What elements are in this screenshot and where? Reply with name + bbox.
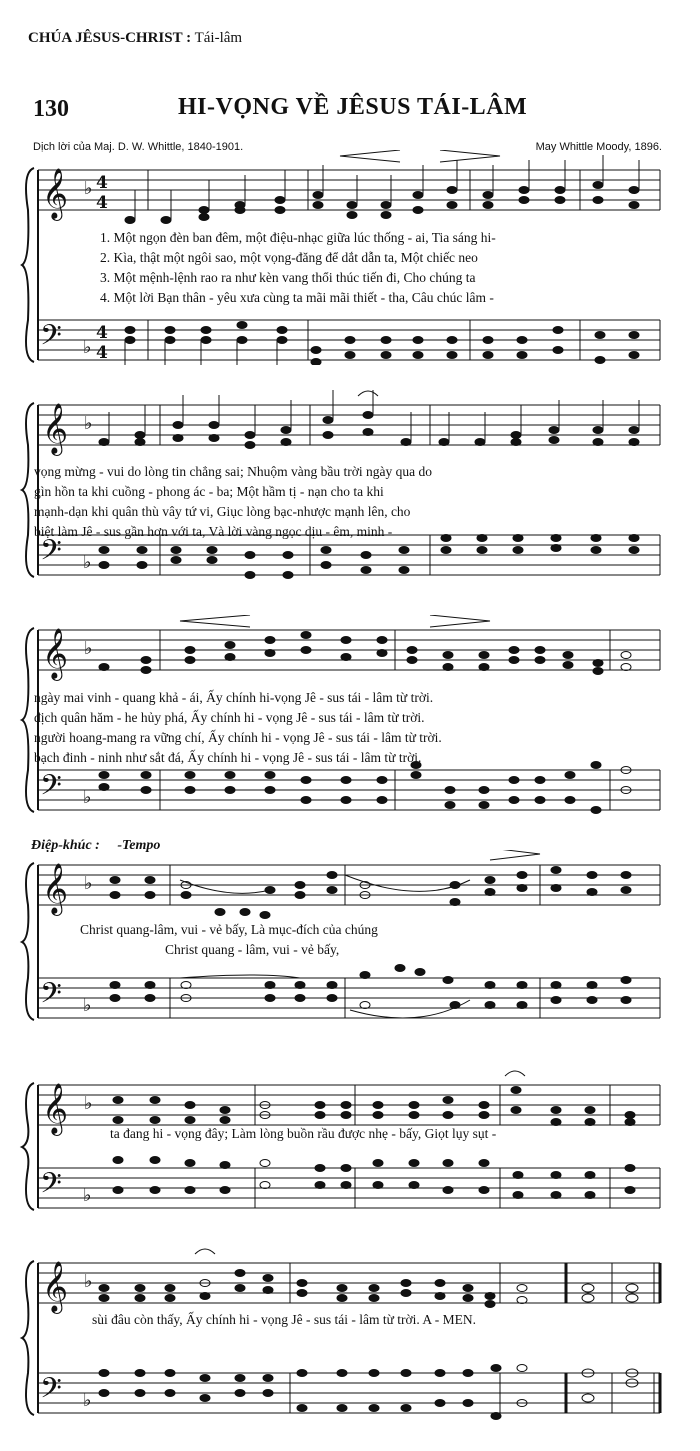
refrain-label-text: Điệp-khúc : — [31, 838, 100, 853]
verse-3-line: 3. Một mệnh-lệnh rao ra như kèn vang thổi thúc tiến đi, Cho chúng ta — [100, 270, 476, 285]
svg-text:♭: ♭ — [84, 1093, 93, 1114]
svg-text:𝄞: 𝄞 — [42, 1261, 69, 1312]
section-header-rest: Tái-lâm — [194, 30, 243, 46]
svg-text:4: 4 — [96, 323, 108, 343]
svg-text:𝄞: 𝄞 — [42, 628, 69, 679]
refrain-line-2: ta đang hi - vọng đây; Làm lòng buồn rầu được nhẹ - bấy, Giọt lụy sụt - — [110, 1126, 497, 1141]
svg-text:4: 4 — [96, 173, 108, 193]
svg-text:♭: ♭ — [83, 552, 92, 573]
verse-3-line: mạnh-dạn khi quân thù vây tứ vi, Giục lòng bạc-nhược mạnh lên, cho — [34, 504, 411, 519]
verse-1-line: vọng mừng - vui do lòng tin chẳng sai; Nhuộm vàng bầu trời ngày qua do — [34, 464, 433, 479]
verse-4-line: bạch đinh - ninh như sắt đá, Ấy chính hi - vọng Jê - sus tái - lâm từ trời. — [34, 750, 422, 765]
refrain-line-3: sùi đâu còn thấy, Ấy chính hi - vọng Jê - sus tái - lâm từ trời. A - MEN. — [92, 1312, 477, 1327]
svg-text:♭: ♭ — [84, 873, 93, 894]
translator-credit: Dịch lời của Maj. D. W. Whittle, 1840-1901. — [33, 141, 244, 153]
svg-text:𝄞: 𝄞 — [42, 168, 69, 219]
svg-text:4: 4 — [96, 343, 108, 363]
verses-system-2 — [34, 462, 655, 542]
tempo-marking: -Tempo — [117, 838, 161, 853]
verse-2-line: gìn hồn ta khi cuồng - phong ác - ba; Một hầm tị - nạn cho ta khi — [34, 484, 384, 499]
svg-text:♭: ♭ — [84, 178, 93, 199]
verses-system-1 — [100, 228, 655, 308]
hymn-number: 130 — [33, 96, 69, 122]
svg-text:♭: ♭ — [83, 787, 92, 808]
hymn-title: HI-VỌNG VỀ JÊSUS TÁI-LÂM — [178, 94, 528, 120]
music-system-6 — [0, 1248, 700, 1448]
verse-4-line: biệt làm Jê - sus gần hơn với ta, Và lời vàng ngọc dịu - êm, minh - — [34, 524, 393, 539]
svg-text:♭: ♭ — [84, 1271, 93, 1292]
svg-text:𝄢: 𝄢 — [40, 977, 62, 1017]
verse-2-line: địch quân hăm - he hủy phá, Ấy chính hi - vọng Jê - sus tái - lâm từ trời. — [34, 710, 425, 725]
svg-text:𝄢: 𝄢 — [40, 1167, 62, 1207]
svg-text:𝄞: 𝄞 — [42, 403, 69, 454]
music-system-5 — [0, 1070, 700, 1220]
refrain-line-1-echo: Christ quang - lâm, vui - vẻ bấy, — [165, 942, 340, 957]
svg-text:♭: ♭ — [84, 413, 93, 434]
section-header — [28, 30, 242, 47]
svg-text:4: 4 — [96, 193, 108, 213]
verse-1-line: ngày mai vinh - quang khả - ái, Ấy chính hi-vọng Jê - sus tái - lâm từ trời. — [34, 690, 434, 705]
section-header-bold: CHÚA JÊSUS-CHRIST : — [28, 30, 192, 46]
svg-text:♭: ♭ — [84, 638, 93, 659]
svg-text:♭: ♭ — [83, 995, 92, 1016]
svg-text:𝄞: 𝄞 — [42, 863, 69, 914]
svg-text:𝄢: 𝄢 — [40, 319, 62, 359]
refrain-line-1: Christ quang-lâm, vui - vẻ bấy, Là mục-đích của chúng — [80, 922, 378, 937]
svg-text:♭: ♭ — [83, 337, 92, 358]
verses-system-3 — [34, 688, 655, 768]
svg-text:𝄢: 𝄢 — [40, 769, 62, 809]
verse-2-line: 2. Kìa, thật một ngôi sao, một vọng-đăng để dắt dẫn ta, Một chiếc neo — [100, 250, 478, 265]
composer-credit: May Whittle Moody, 1896. — [535, 141, 662, 153]
svg-text:𝄢: 𝄢 — [40, 534, 62, 574]
svg-text:♭: ♭ — [83, 1185, 92, 1206]
svg-text:𝄞: 𝄞 — [42, 1083, 69, 1134]
svg-text:𝄢: 𝄢 — [40, 1372, 62, 1412]
svg-text:♭: ♭ — [83, 1390, 92, 1411]
verse-1-line: 1. Một ngọn đèn ban đêm, một điệu-nhạc giữa lúc thống - ai, Tia sáng hi- — [100, 230, 496, 245]
verse-4-line: 4. Một lời Bạn thân - yêu xưa cùng ta mãi mãi thiết - tha, Câu chúc lâm - — [100, 290, 494, 305]
verse-3-line: người hoang-mang ra vững chí, Ấy chính hi - vọng Jê - sus tái - lâm từ trời. — [34, 730, 442, 745]
